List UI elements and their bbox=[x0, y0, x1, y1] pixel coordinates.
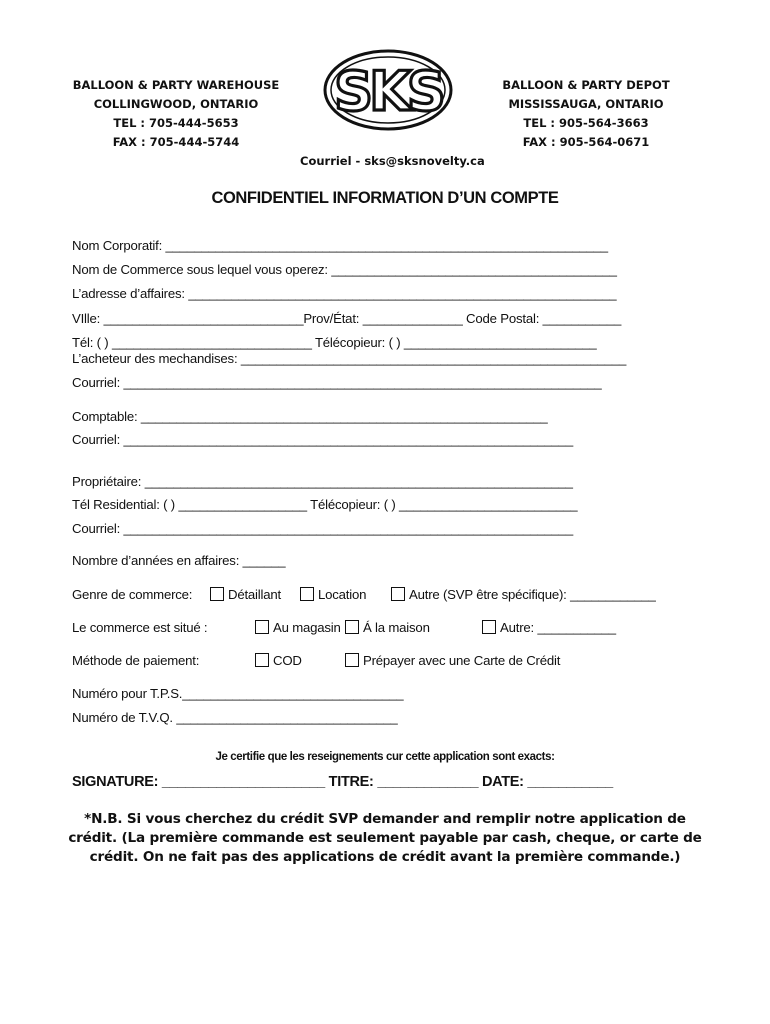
right-store-tel: TEL : 905-564-3663 bbox=[523, 116, 649, 130]
option-store[interactable] bbox=[255, 620, 341, 635]
option-prepay-credit-label: Prépayer avec une Carte de Crédit bbox=[363, 653, 561, 668]
checkbox-retailer[interactable] bbox=[210, 587, 224, 601]
option-home-label: Á la maison bbox=[363, 620, 430, 635]
corporate-name-field[interactable]: Nom Corporatif: ______________________________________________________________ bbox=[72, 238, 608, 253]
right-store-fax: FAX : 905-564-0671 bbox=[522, 135, 650, 149]
credit-note bbox=[0, 810, 770, 867]
business-type-label: Genre de commerce: bbox=[72, 587, 193, 602]
left-store-tel: TEL : 705-444-5653 bbox=[113, 116, 239, 130]
left-store-block bbox=[70, 76, 282, 152]
option-rental[interactable] bbox=[300, 587, 366, 602]
note-line-2: crédit. (La première commande est seulement payable par cash, cheque, or carte de bbox=[68, 830, 702, 846]
owner-field[interactable]: Propriétaire: ____________________________________________________________ bbox=[72, 474, 573, 489]
note-line-3: crédit. On ne fait pas des applications de crédit avant la première commande.) bbox=[89, 849, 681, 865]
checkbox-other-location[interactable] bbox=[482, 620, 496, 634]
accountant-field[interactable]: Comptable: _________________________________________________________ bbox=[72, 409, 548, 424]
option-other-location-label: Autre: ___________ bbox=[500, 620, 616, 635]
option-rental-label: Location bbox=[318, 587, 367, 602]
option-other-type[interactable] bbox=[391, 587, 656, 602]
email-field-3[interactable]: Courriel: _______________________________________________________________ bbox=[72, 521, 573, 536]
signature-row bbox=[72, 774, 613, 790]
option-home[interactable] bbox=[345, 620, 430, 635]
residential-phone-fax-field[interactable]: Tél Residential: ( ) __________________ Télécopieur: ( ) _________________________ bbox=[72, 497, 578, 512]
checkbox-prepay-credit[interactable] bbox=[345, 653, 359, 667]
date-field[interactable]: DATE: ___________ bbox=[481, 774, 613, 790]
checkbox-cod[interactable] bbox=[255, 653, 269, 667]
right-store-city: MISSISSAUGA, ONTARIO bbox=[508, 97, 664, 111]
left-store-name: BALLOON & PARTY WAREHOUSE bbox=[72, 78, 280, 92]
signature-field[interactable]: SIGNATURE: _____________________ bbox=[72, 774, 325, 790]
address-field[interactable]: L’adresse d’affaires: ____________________________________________________________ bbox=[72, 286, 617, 301]
checkbox-other-type[interactable] bbox=[391, 587, 405, 601]
option-other-location[interactable] bbox=[482, 620, 616, 635]
payment-method-label: Méthode de paiement: bbox=[72, 653, 200, 668]
email-field-2[interactable]: Courriel: _______________________________________________________________ bbox=[72, 432, 573, 447]
buyer-field[interactable]: L’acheteur des mechandises: ______________________________________________________ bbox=[72, 351, 627, 366]
tvq-number-field[interactable]: Numéro de T.V.Q. _______________________________ bbox=[72, 710, 398, 725]
left-store-city: COLLINGWOOD, ONTARIO bbox=[93, 97, 259, 111]
option-other-type-label: Autre (SVP être spécifique): ____________ bbox=[409, 587, 656, 602]
checkbox-store[interactable] bbox=[255, 620, 269, 634]
checkbox-rental[interactable] bbox=[300, 587, 314, 601]
phone-fax-field[interactable]: Tél: ( ) ____________________________ Télécopieur: ( ) ___________________________ bbox=[72, 335, 597, 350]
sks-logo bbox=[322, 48, 454, 132]
right-store-name: BALLOON & PARTY DEPOT bbox=[502, 78, 670, 92]
option-retailer-label: Détaillant bbox=[228, 587, 281, 602]
city-province-postal-field[interactable]: VIlle: ____________________________Prov/État: ______________ Code Postal: ___________ bbox=[72, 311, 622, 326]
years-in-business-field[interactable]: Nombre d’années en affaires: ______ bbox=[72, 553, 286, 568]
left-store-fax: FAX : 705-444-5744 bbox=[112, 135, 240, 149]
certification-statement: Je certifie que les reseignements cur cette application sont exacts: bbox=[215, 751, 555, 763]
tps-number-field[interactable]: Numéro pour T.P.S._______________________________ bbox=[72, 686, 404, 701]
email-field-1[interactable]: Courriel: ___________________________________________________________________ bbox=[72, 375, 602, 390]
trade-name-field[interactable]: Nom de Commerce sous lequel vous operez: ________________________________________ bbox=[72, 262, 617, 277]
note-line-1: *N.B. Si vous cherchez du crédit SVP demander and remplir notre application de bbox=[84, 811, 686, 827]
option-cod-label: COD bbox=[273, 653, 302, 668]
option-retailer[interactable] bbox=[210, 587, 281, 602]
checkbox-home[interactable] bbox=[345, 620, 359, 634]
location-label: Le commerce est situé : bbox=[72, 620, 208, 635]
right-store-block bbox=[480, 76, 692, 152]
option-store-label: Au magasin bbox=[273, 620, 341, 635]
header-email: Courriel - sks@sksnovelty.ca bbox=[300, 154, 485, 168]
option-prepay-credit[interactable] bbox=[345, 653, 560, 668]
title-field[interactable]: TITRE: _____________ bbox=[328, 774, 479, 790]
logo-text: SKS bbox=[334, 60, 442, 123]
page-title: CONFIDENTIEL INFORMATION D’UN COMPTE bbox=[211, 189, 559, 207]
option-cod[interactable] bbox=[255, 653, 302, 668]
